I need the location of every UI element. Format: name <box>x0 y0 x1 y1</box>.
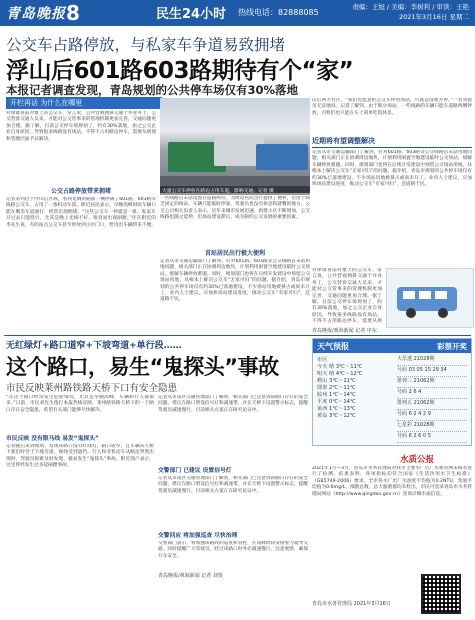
notice-sign: 青岛市水务管理局 2021年3月16日 <box>312 601 391 607</box>
second-sec3-text: 交警部门表示，将加强该路段的巡查和管控，在高峰时段安排警力疏导交通。同时提醒广大驾驶员，经过该路口时务必减速慢行，注意观察，确保行车安全。 <box>158 541 308 559</box>
editors: 责编：王旭 / 美编：李树利 / 审读：王艳 <box>352 3 469 11</box>
weather-row: 市区 <box>317 357 328 363</box>
second-sec1-cont: 记者从市南区交通管理部门了解到，相关部门已注意到该路口存在的安全问题，建议在路口增设信号灯和减速带，并在天桥下设置警示标志，提醒驾驶员减速慢行。目前相关方案正在研究论证中。 <box>158 395 308 413</box>
weather-row: 崂山 3℃～11℃ <box>317 378 356 384</box>
lead-right-text: 山后两大社区，“我们也愿意把公交车停进场站，可就是没地方停。”一名驾驶员无奈地说。记者了解到，由于缺少场站，一些线路的车辆只能在道路两侧停放，司机们也只能在车上简单吃饭休息。 <box>312 98 472 116</box>
side-title: 近期将有望调整解决 <box>312 136 472 148</box>
section2-lead-text: 一些线路首末站设置在道路两旁，为周边居民出行提供了便利，但由于缺乏固定的场站，车辆只能临时停靠，驾驶员也没有休息和就餐的地方。公交公司相关负责人表示，近年来城市发展迅速，新建小区不断增加，公交线路也随之延伸，但场站建设滞后，成为制约公交发展的重要因素。 <box>160 196 310 221</box>
second-subhead: 市民反映莱州路铁路天桥下口有安全隐患 <box>6 383 178 394</box>
second-sec1-title: 市民反映 没有限马线 易发“鬼探头” <box>6 436 99 442</box>
lead-subhead: 本报记者调查发现，青岛规划的公共停车场仅有30%落地 <box>6 83 299 97</box>
section-title: 民生24小时 <box>156 7 227 22</box>
second-sec1-text: 记者随后来到现场，发现该路口没有红绿灯，路口较窄，且车辆从天桥下驶出时处于下坡弯道，视线受到遮挡。行人和非机动车从路边突然出现时，驾驶员很难及时发现，极易发生“鬼探头”事故。附近商户表示，这里曾经发生过多起剐蹭事故。 <box>6 444 154 469</box>
lead-kicker: 公交车占路停放，与私家车争道易致拥堵 <box>6 36 286 54</box>
lead-photo <box>160 98 310 193</box>
section1-text: 记者来到位于浮山后区域，看到宽阔的路面一侧停满了601路、603路等线路公交车，占用了一条机动车道。附近居民表示，早晚高峰时段车辆只能在剩余车道通行，经常出现拥堵。“这些公交车一停就是一排，私家车开过去只能绕行，尤其是晚上光线不好，很容易出现剐蹭。”住在附近的李先生说。有的站点公交车甚至停放到小区门口，给进出车辆带来不便。 <box>6 197 156 228</box>
section1-title: 公交占路停放带来拥堵 <box>50 188 111 195</box>
second-col2 <box>158 395 308 579</box>
second-intro: “在这个路口经常发生危险情况，尤其是早晚高峰，车辆和行人都很多。”日前，市民刘先生拨打本报热线反映，莱州路铁路天桥下的一个路口存在安全隐患，希望有关部门能够尽快解决。 <box>6 395 154 413</box>
lottery-row: 号码 6 2 6 0 5 <box>397 432 467 443</box>
section2-text: 记者从市交通运输部门了解到，针对601路、603路等公交线路首末站用地问题，相关部门正在协调周边地块，计划利用闲置空地建设临时公交场站，缓解车辆停放难题。同时，规划部门也将在后续开发建设中预留公交场站用地，从根本上解决公交车“无家可归”的问题。据介绍，青岛市规划的公共停车场仅有约30%已落地建设，不少场站用地被挤占或尚未开工。业内人士建议，应加快场站建设进度，推动公交车“有家可归”，还道路于民。 <box>160 259 310 303</box>
lottery-row: 大乐透 21028期 <box>397 355 467 366</box>
weather-row: 今天 晴 3℃～11℃ <box>317 364 363 370</box>
photo-caption: 大量公交车停放在路边占用车道，影响交通。记者 摄 <box>160 186 310 195</box>
section2 <box>160 196 310 333</box>
second-col1 <box>6 395 154 572</box>
lottery-row: 号码 03 05 15 29 34 <box>397 366 467 377</box>
edition-info <box>352 2 469 22</box>
second-kicker: 无红绿灯+路口道窄+下坡弯道+单行段…… <box>6 341 182 351</box>
weather-row: 黄岛 3℃～12℃ <box>317 413 356 419</box>
notice-title: 水质公报 <box>400 455 435 465</box>
side-text: 记者从市交通运输部门了解到，针对601路、603路等公交线路首末站用地问题，相关部门正在协调周边地块，计划利用闲置空地建设临时公交场站，缓解车辆停放难题。同时，规划部门也将在后续开发建设中预留公交场站用地，从根本上解决公交车“无家可归”的问题。据介绍，青岛市规划的公共停车场仅有约30%已落地建设，不少场站用地被挤占或尚未开工。业内人士建议，应加快场站建设进度，推动公交车“有家可归”，还道路于民。 <box>312 150 472 188</box>
lead-sign: 青岛晚报/观海新闻 记者 申东 <box>312 328 377 334</box>
second-sec3-title: 交警回应 将加强巡查 尽快治理 <box>158 533 238 539</box>
second-sec2-text: 记者从市南区交通管理部门了解到，相关部门已注意到该路口存在的安全问题，建议在路口增设信号灯和减速带，并在天桥下设置警示标志，提醒驾驶员减速慢行。目前相关方案正在研究论证中。 <box>158 476 308 494</box>
issue-date: 2021年3月16日 星期二 <box>398 13 469 21</box>
qr-code-icon <box>421 574 461 614</box>
weather-row: 明天 晴 4℃～12℃ <box>317 371 363 377</box>
weather-row: 平度 0℃～14℃ <box>317 399 356 405</box>
weather-title: 天气预报 <box>317 342 349 351</box>
lottery-row: 排列五 21062期 <box>397 399 467 410</box>
newspaper-logo: 青岛晚报 <box>6 6 66 22</box>
bus-illustration-icon <box>387 269 473 327</box>
notice-body: 2021年1月—3月，青岛市水务管理局对我市主要水厂出厂水和管网末梢水进行了检测，结果表明，各项指标均符合国家《生活饮用水卫生标准》（GB5749-2006）要求。全市各水厂出厂水浊度平均值为0.2NTU，余氯平均值为0.6mg/L，细菌总数、总大肠菌群均未检出。市民可登录青岛市水务管理局网站（http://www.qingdao.gov.cn）查询详细水质信息。 <box>312 466 472 497</box>
weather-row: 即墨 2℃～11℃ <box>317 385 356 391</box>
side-text-2: 对律谁喜前对象上的公交车，常言说，公共营观拥挤交通于并业务上，公交营客交通人员来，才能对公交管事来的管理机制更加完善，交通问题更加合理。据了解，目前公交停车场规划了，约有30%落地，加之公交企业自身原因，导致很多线路没有场站，不得不占用路边停车，需要从规 <box>312 268 382 324</box>
second-headline: 这个路口，易生“鬼探头”事故 <box>6 355 279 379</box>
hotline: 热线电话：82888085 <box>238 8 319 17</box>
lottery-row: 号码 6 2 4 2 9 <box>397 410 467 421</box>
section1 <box>6 186 156 337</box>
section-divider <box>4 335 471 336</box>
second-sign: 青岛晚报/观海新闻 记者 刘斐 <box>158 573 223 579</box>
weather-box <box>312 338 472 446</box>
weather-row: 胶州 1℃～14℃ <box>317 392 356 398</box>
second-sec2-title: 交警部门 已建议 设置信号灯 <box>158 468 232 474</box>
page-number: 8 <box>66 1 80 25</box>
lead-headline: 浮山后601路603路期待有个“家” <box>6 58 354 84</box>
column-bar: 开栏再话 为什么在哪里 <box>6 97 162 109</box>
illustration <box>386 268 474 328</box>
lottery-row: 七星彩 21028期 <box>397 421 467 432</box>
lottery-title: 彩票开奖 <box>437 342 467 351</box>
weather-row: 莱西 1℃～13℃ <box>317 406 356 412</box>
lottery-row: 号码 2 6 4 <box>397 388 467 399</box>
weather-list <box>317 356 395 419</box>
lead-intro: 对律谁喜前对象上的公交车，常言说，公共营观拥挤交通于并业务上，公交营客交通人员来，才能对公交管事来的管理机制更加完善，交通问题更加合理。据了解，目前公交停车场规划了，约有30%落地，加之公交企业自身原因，导致很多线路没有场站，不得不占用路边停车，需要从规划和管理层面予以解决。 <box>6 111 156 142</box>
lottery-row: 排列三 21062期 <box>397 377 467 388</box>
section2-title: 首站居民出行极大便利 <box>204 250 265 257</box>
